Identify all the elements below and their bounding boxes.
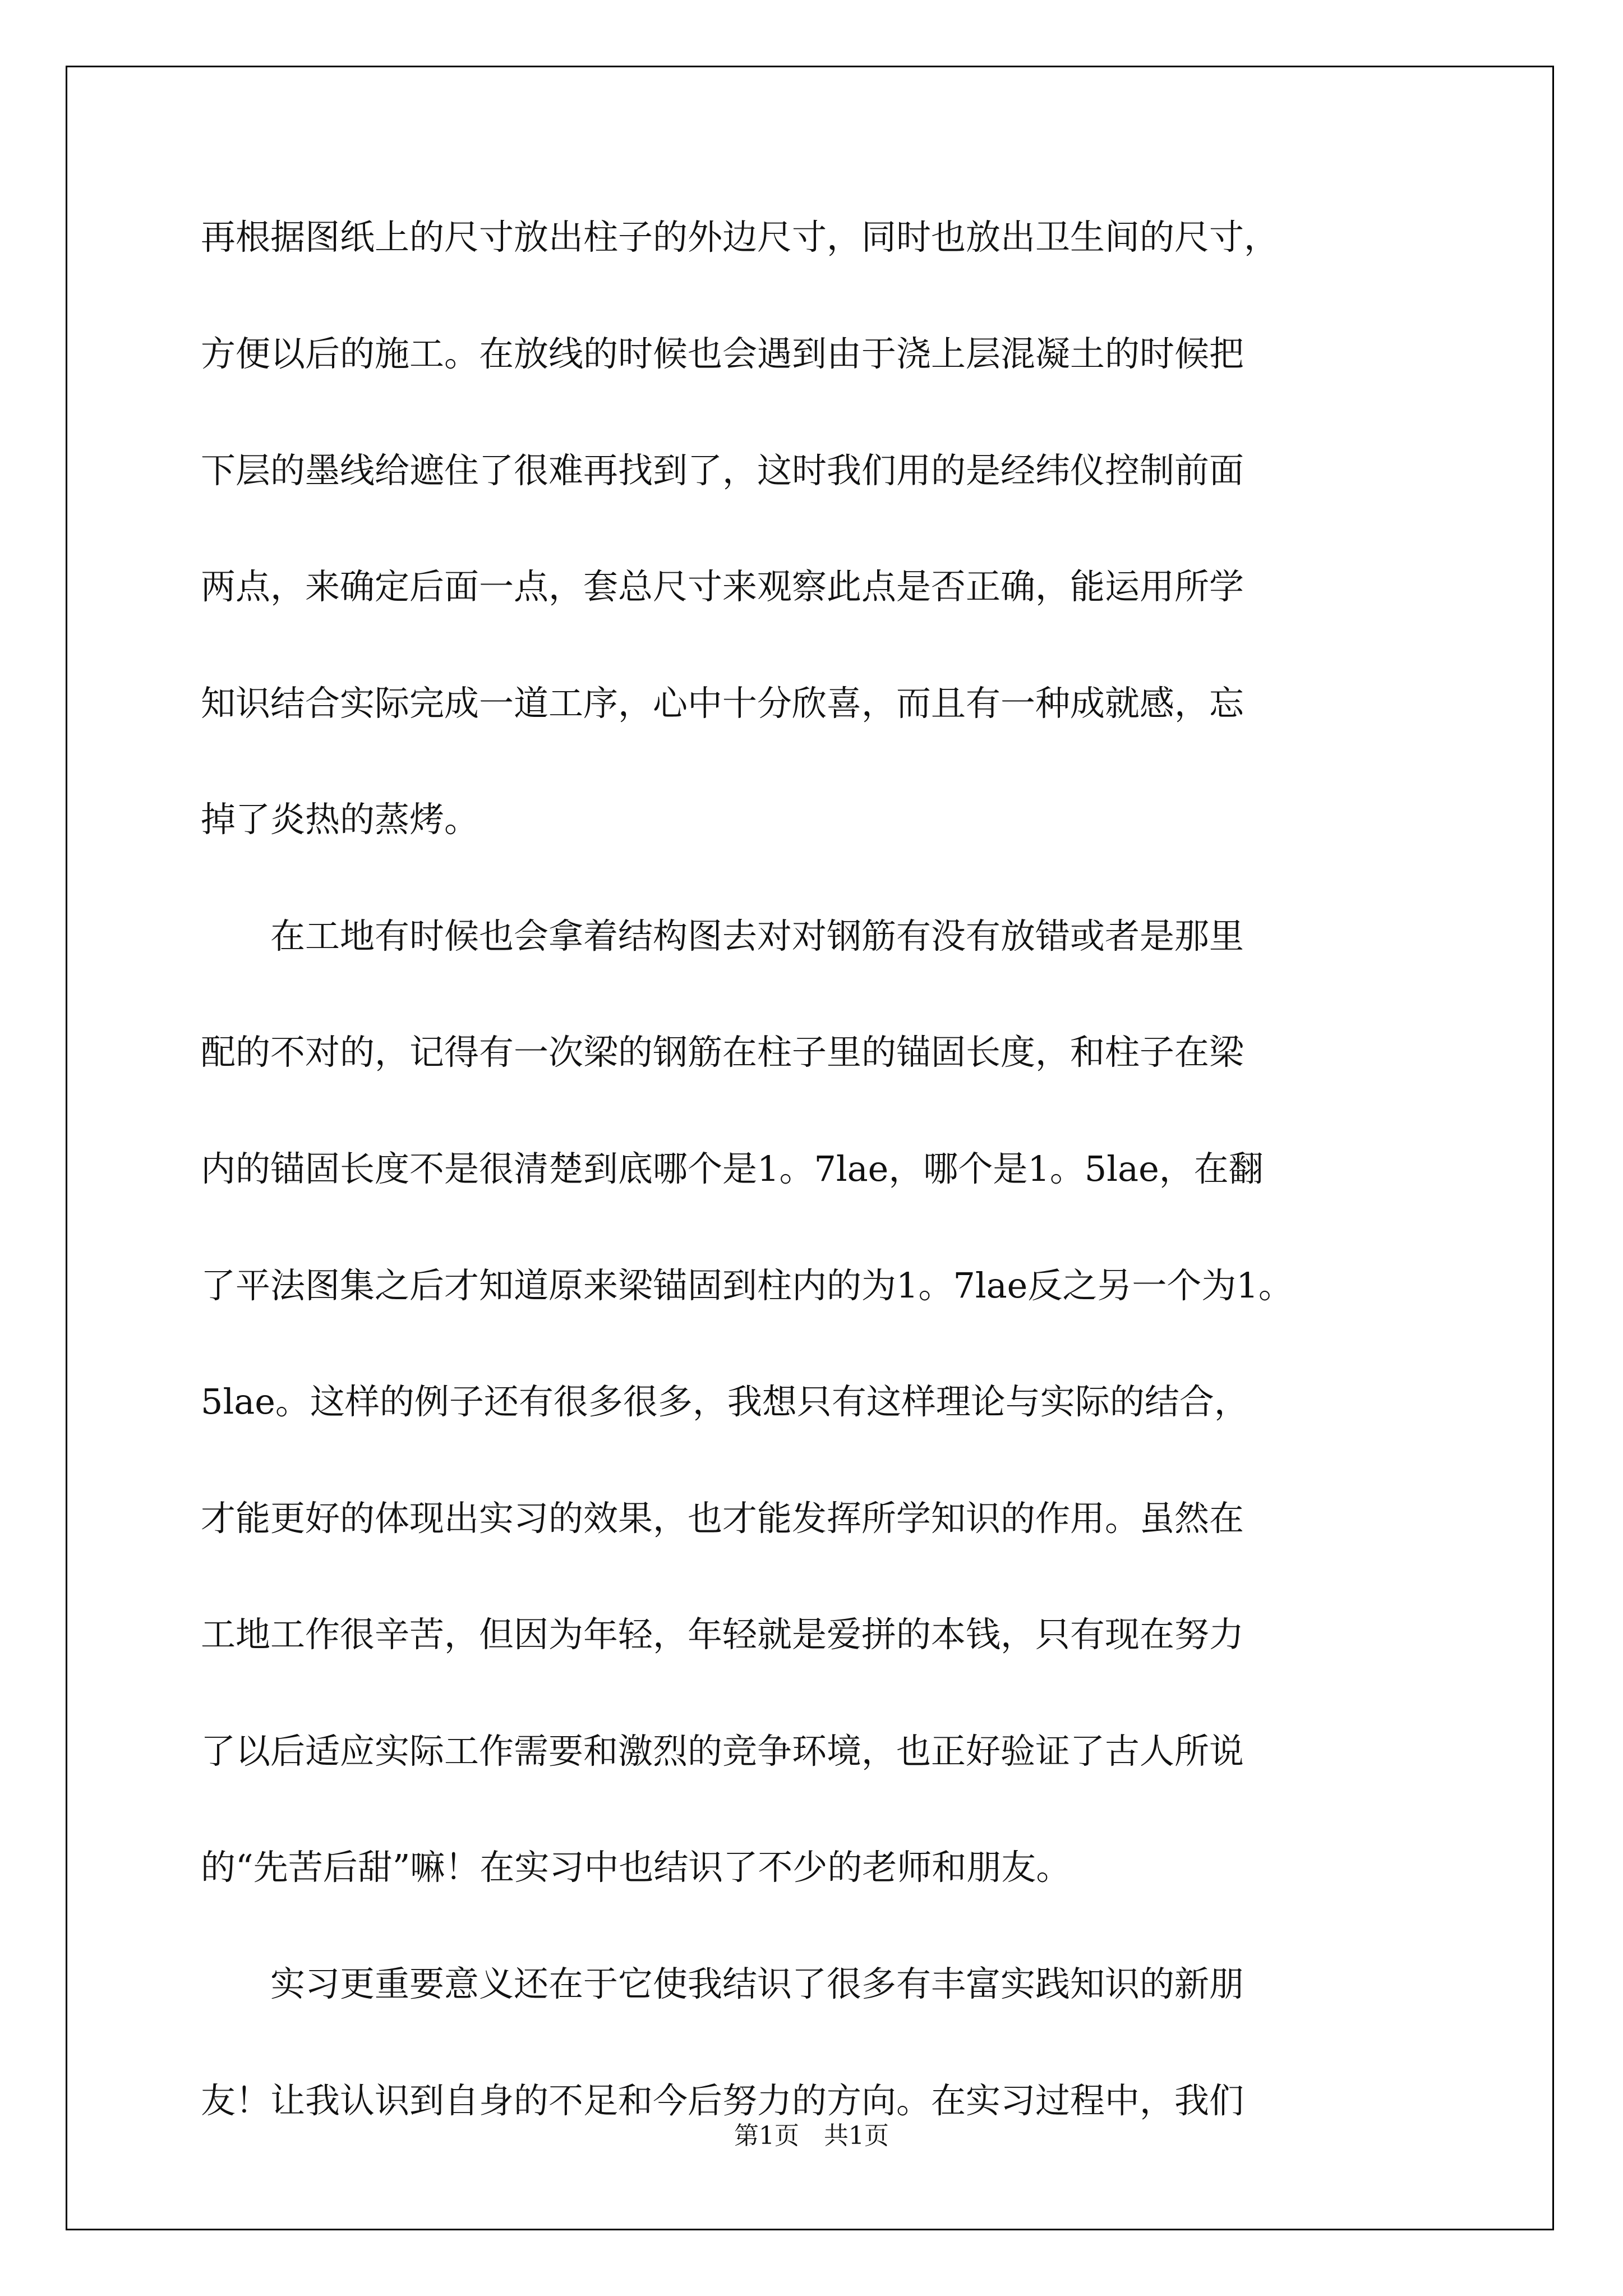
text-line-17: 友！让我认识到自身的不足和今后努力的方向。在实习过程中，我们: [201, 2080, 1244, 2121]
page-number-footer: 第1页 共1页: [734, 2122, 889, 2150]
text-line-4: 两点，来确定后面一点，套总尺寸来观察此点是否正确，能运用所学: [201, 566, 1244, 607]
text-line-12: 才能更好的体现出实习的效果，也才能发挥所学知识的作用。虽然在: [201, 1498, 1244, 1539]
text-line-5: 知识结合实际完成一道工序，心中十分欣喜，而且有一种成就感，忘: [201, 683, 1244, 724]
text-line-6: 掉了炎热的蒸烤。: [201, 799, 479, 840]
text-line-9: 内的锚固长度不是很清楚到底哪个是1。7lae，哪个是1。5lae，在翻: [201, 1148, 1264, 1189]
text-line-16: 实习更重要意义还在于它使我结识了很多有丰富实践知识的新朋: [201, 1963, 1244, 2004]
text-line-11: 5lae。这样的例子还有很多很多，我想只有这样理论与实际的结合，: [201, 1381, 1249, 1422]
text-line-8: 配的不对的，记得有一次梁的钢筋在柱子里的锚固长度，和柱子在梁: [201, 1032, 1244, 1073]
text-line-13: 工地工作很辛苦，但因为年轻，年轻就是爱拼的本钱，只有现在努力: [201, 1614, 1244, 1655]
text-line-10: 了平法图集之后才知道原来梁锚固到柱内的为1。7lae反之另一个为1。: [201, 1265, 1293, 1306]
text-line-7: 在工地有时候也会拿着结构图去对对钢筋有没有放错或者是那里: [201, 915, 1244, 956]
text-line-1: 再根据图纸上的尺寸放出柱子的外边尺寸，同时也放出卫生间的尺寸，: [201, 217, 1279, 257]
text-line-15: 的“先苦后甜”嘛！在实习中也结识了不少的老师和朋友。: [201, 1847, 1071, 1888]
text-line-3: 下层的墨线给遮住了很难再找到了，这时我们用的是经纬仪控制前面: [201, 450, 1244, 491]
text-line-2: 方便以后的施工。在放线的时候也会遇到由于浇上层混凝土的时候把: [201, 333, 1244, 374]
text-line-14: 了以后适应实际工作需要和激烈的竞争环境，也正好验证了古人所说: [201, 1731, 1244, 1772]
